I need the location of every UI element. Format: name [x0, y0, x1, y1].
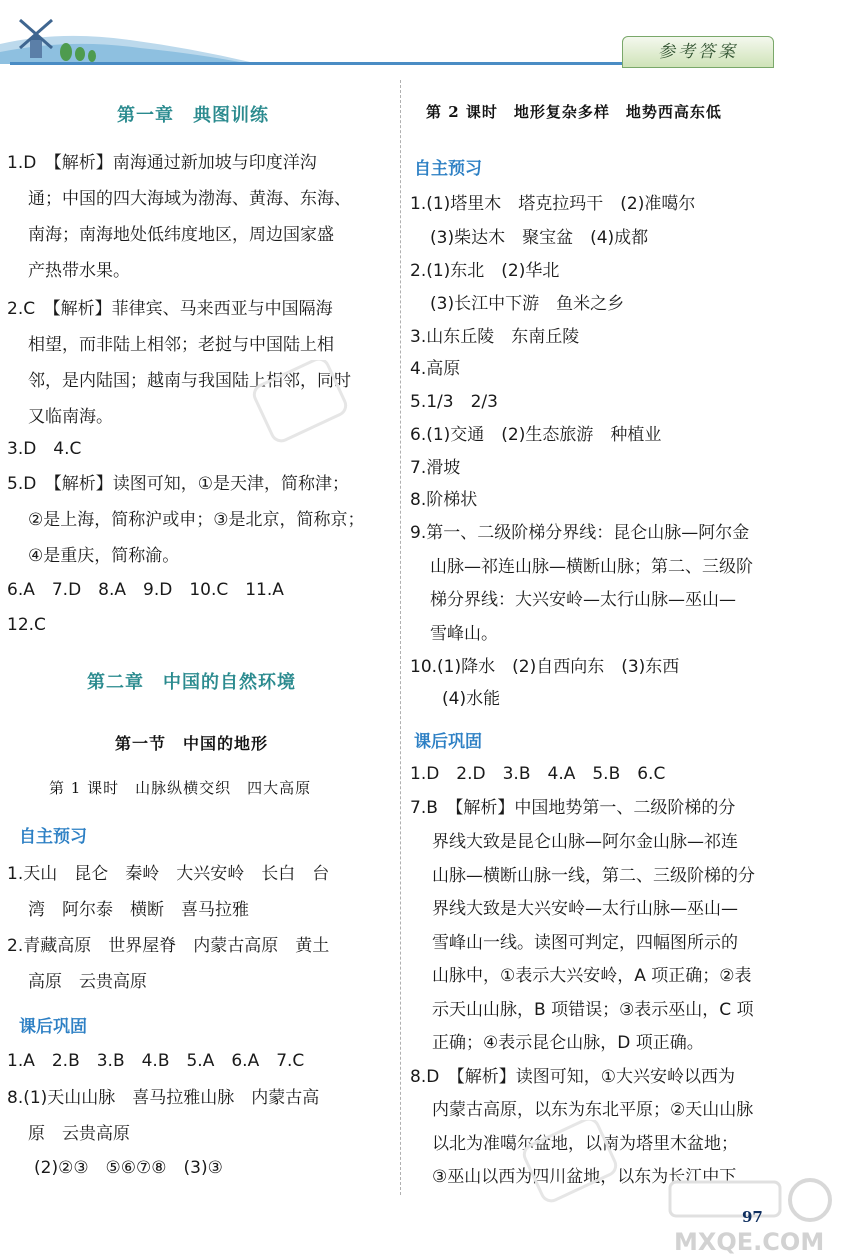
answer-line: 2.青藏高原 世界屋脊 内蒙古高原 黄土 — [7, 936, 330, 956]
answer-line: 5.D 【解析】读图可知，①是天津，简称津； — [7, 474, 350, 494]
stamp-watermark-icon — [250, 360, 360, 450]
answer-line: 2.(1)东北 (2)华北 — [410, 261, 560, 281]
answer-line: 以北为准噶尔盆地，以南为塔里木盆地； — [432, 1134, 738, 1154]
answer-line: 内蒙古高原，以东为东北平原；②天山山脉 — [432, 1100, 754, 1120]
answer-line: 8.D 【解析】读图可知，①大兴安岭以西为 — [410, 1067, 736, 1087]
answer-line: 1.D 2.D 3.B 4.A 5.B 6.C — [410, 764, 666, 784]
watermark-text: MXQE.COM — [674, 1228, 825, 1256]
answer-line: (2)②③ ⑤⑥⑦⑧ (3)③ — [34, 1158, 223, 1178]
answer-line: 高原 云贵高原 — [28, 972, 147, 992]
answer-line: 9.第一、二级阶梯分界线：昆仑山脉—阿尔金 — [410, 523, 750, 543]
answer-line: 8.阶梯状 — [410, 490, 478, 510]
answer-line: 雪峰山一线。读图可判定，四幅图所示的 — [432, 933, 738, 953]
answer-line: 山脉中，①表示大兴安岭，A 项正确；②表 — [432, 966, 752, 986]
answer-line: 3.D 4.C — [7, 439, 82, 459]
page-header — [0, 0, 850, 70]
answer-line: 山脉—祁连山脉—横断山脉；第二、三级阶 — [430, 557, 753, 577]
answer-line: 4.高原 — [410, 359, 461, 379]
answer-line: 南海；南海地处低纬度地区，周边国家盛 — [28, 225, 334, 245]
answer-line: 通；中国的四大海域为渤海、黄海、东海、 — [28, 189, 351, 209]
answer-key-badge: 参考答案 — [622, 36, 774, 68]
chapter2-title: 第二章 中国的自然环境 — [87, 672, 296, 693]
answer-line: 梯分界线：大兴安岭—太行山脉—巫山— — [430, 590, 736, 610]
answer-line: 1.A 2.B 3.B 4.B 5.A 6.A 7.C — [7, 1051, 305, 1071]
answer-line: 产热带水果。 — [28, 261, 130, 281]
stamp-watermark-icon — [520, 1120, 630, 1210]
answer-line: ②是上海，简称沪或申；③是北京，简称京； — [28, 510, 365, 530]
answer-line: 原 云贵高原 — [28, 1124, 130, 1144]
preview-label: 自主预习 — [19, 827, 87, 847]
chapter1-title: 第一章 典图训练 — [117, 105, 269, 126]
answer-line: 5.1/3 2/3 — [410, 392, 498, 412]
answer-line: 界线大致是昆仑山脉—阿尔金山脉—祁连 — [432, 832, 738, 852]
answer-line: 正确；④表示昆仑山脉，D 项正确。 — [432, 1033, 704, 1053]
answer-line: 相望，而非陆上相邻；老挝与中国陆上相 — [28, 335, 334, 355]
windmill-icon — [8, 14, 98, 64]
consolidate-label: 课后巩固 — [414, 732, 482, 752]
answer-line: (3)长江中下游 鱼米之乡 — [430, 294, 625, 314]
answer-line: 2.C 【解析】菲律宾、马来西亚与中国隔海 — [7, 299, 333, 319]
answer-line: ③巫山以西为四川盆地，以东为长江中下 — [432, 1167, 737, 1187]
answer-line: (3)柴达木 聚宝盆 (4)成都 — [430, 228, 649, 248]
answer-line: 6.A 7.D 8.A 9.D 10.C 11.A — [7, 580, 284, 600]
answer-line: 7.B 【解析】中国地势第一、二级阶梯的分 — [410, 798, 736, 818]
lesson-title: 第 1 课时 山脉纵横交织 四大高原 — [49, 779, 312, 797]
section-title: 第一节 中国的地形 — [115, 734, 269, 753]
answer-line: 山脉—横断山脉一线，第二、三级阶梯的分 — [432, 866, 755, 886]
column-divider — [400, 80, 401, 1195]
header-rule — [10, 62, 622, 65]
consolidate-label: 课后巩固 — [19, 1017, 87, 1037]
answer-line: 6.(1)交通 (2)生态旅游 种植业 — [410, 425, 662, 445]
answer-line: (4)水能 — [442, 689, 501, 709]
answer-line: 1.(1)塔里木 塔克拉玛干 (2)准噶尔 — [410, 194, 696, 214]
answer-line: 10.(1)降水 (2)自西向东 (3)东西 — [410, 657, 680, 677]
answer-line: 雪峰山。 — [430, 624, 498, 644]
answer-line: 1.D 【解析】南海通过新加坡与印度洋沟 — [7, 153, 317, 173]
answer-line: 界线大致是大兴安岭—太行山脉—巫山— — [432, 899, 738, 919]
page-number: 97 — [742, 1208, 763, 1226]
answer-line: 3.山东丘陵 东南丘陵 — [410, 327, 580, 347]
answer-line: ④是重庆，简称渝。 — [28, 546, 180, 566]
answer-line: 示天山山脉，B 项错误；③表示巫山，C 项 — [432, 1000, 754, 1020]
answer-line: 1.天山 昆仑 秦岭 大兴安岭 长白 台 — [7, 864, 330, 884]
answer-line: 又临南海。 — [28, 407, 113, 427]
preview-label: 自主预习 — [414, 159, 482, 179]
answer-line: 12.C — [7, 615, 46, 635]
answer-line: 7.滑坡 — [410, 458, 461, 478]
answer-line: 湾 阿尔泰 横断 喜马拉雅 — [28, 900, 249, 920]
answer-line: 邻，是内陆国；越南与我国陆上相邻，同时 — [28, 371, 351, 391]
lesson-title: 第 2 课时 地形复杂多样 地势西高东低 — [426, 103, 722, 121]
answer-line: 8.(1)天山山脉 喜马拉雅山脉 内蒙古高 — [7, 1088, 320, 1108]
